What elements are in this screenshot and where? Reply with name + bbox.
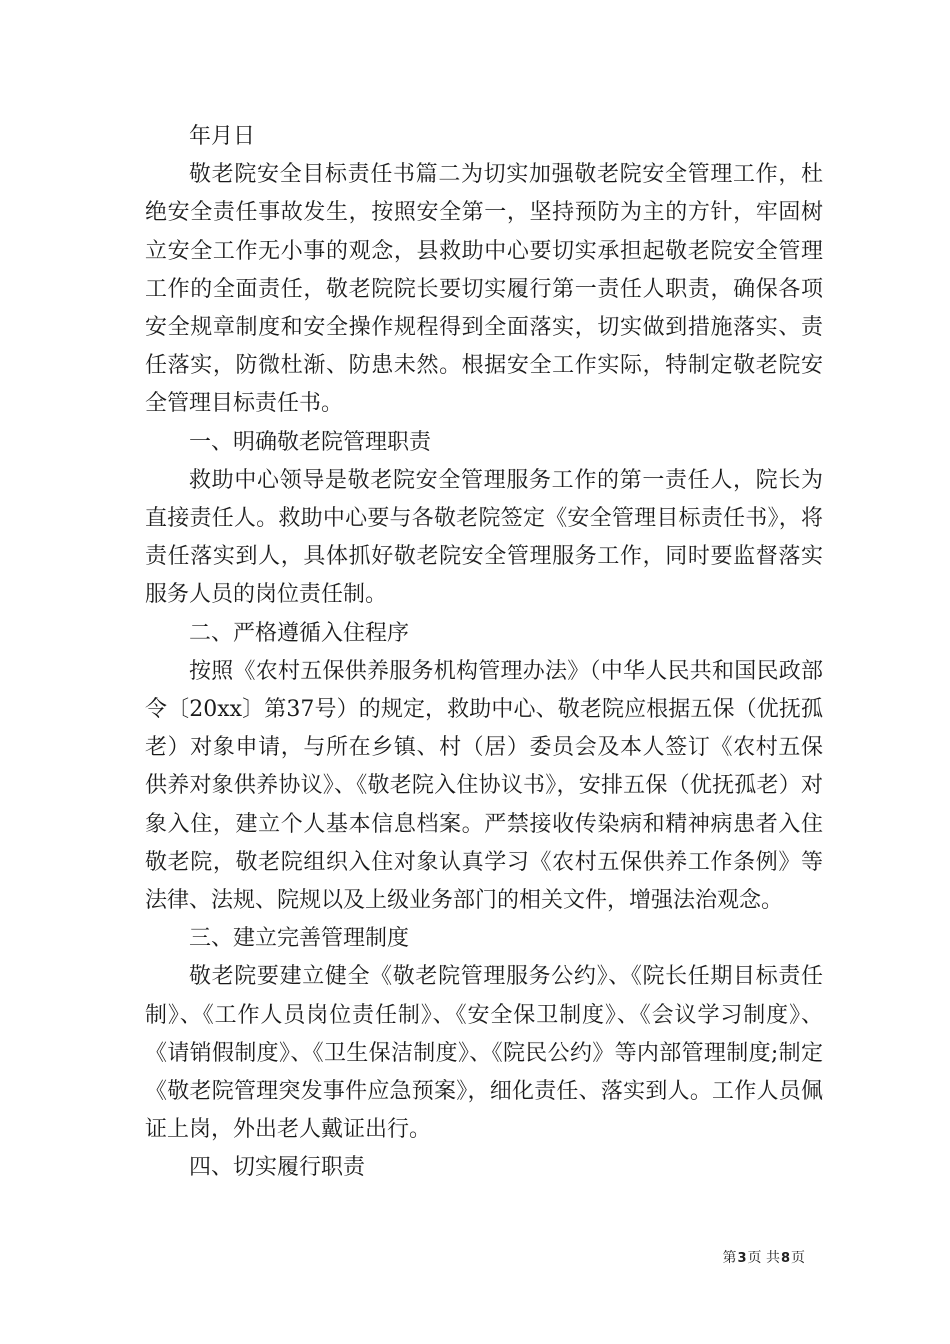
section-heading-4: 四、切实履行职责 [189,1155,366,1181]
footer-prefix: 第 [722,1250,737,1266]
section-heading-3: 三、建立完善管理制度 [189,926,410,952]
section-heading-1: 一、明确敬老院管理职责 [189,429,432,455]
intro-paragraph: 敬老院安全目标责任书篇二为切实加强敬老院安全管理工作，杜绝安全责任事故发生，按照安全第一，坚持预防为主的方针，牢固树立安全工作无小事的观念，县救助中心要切实承担起敬老院安全管理工作的全面责任，敬老院院长要切实履行第一责任人职责，确保各项安全规章制度和安全操作规程得到全面落实，切实做到措施落实、责任落实，防微杜渐、防患未然。根据安全工作实际，特制定敬老院安全管理目标责任书。 [145,162,823,417]
page-number-footer [722,1249,805,1268]
section-paragraph-1: 救助中心领导是敬老院安全管理服务工作的第一责任人，院长为直接责任人。救助中心要与各敬老院签定《安全管理目标责任书》，将责任落实到人，具体抓好敬老院安全管理服务工作，同时要监督落实服务人员的岗位责任制。 [145,467,823,608]
current-page-number: 3 [737,1251,747,1266]
date-line: 年月日 [189,124,256,149]
footer-middle: 页 共 [747,1250,780,1266]
section-paragraph-3: 敬老院要建立健全《敬老院管理服务公约》、《院长任期目标责任制》、《工作人员岗位责任制》、《安全保卫制度》、《会议学习制度》、《请销假制度》、《卫生保洁制度》、《院民公约》等内部管理制度;制定《敬老院管理突发事件应急预案》，细化责任、落实到人。工作人员佩证上岗，外出老人戴证出行。 [145,964,823,1143]
section-paragraph-2: 按照《农村五保供养服务机构管理办法》（中华人民共和国民政部令〔20xx〕第37号）的规定，救助中心、敬老院应根据五保（优抚孤老）对象申请，与所在乡镇、村（居）委员会及本人签订《农村五保供养对象供养协议》、《敬老院入住协议书》，安排五保（优抚孤老）对象入住，建立个人基本信息档案。严禁接收传染病和精神病患者入住敬老院，敬老院组织入住对象认真学习《农村五保供养工作条例》等法律、法规、院规以及上级业务部门的相关文件，增强法治观念。 [145,658,823,914]
total-pages-number: 8 [780,1251,790,1266]
document-body [145,118,823,1188]
footer-suffix: 页 [791,1250,805,1266]
section-heading-2: 二、严格遵循入住程序 [189,620,410,646]
